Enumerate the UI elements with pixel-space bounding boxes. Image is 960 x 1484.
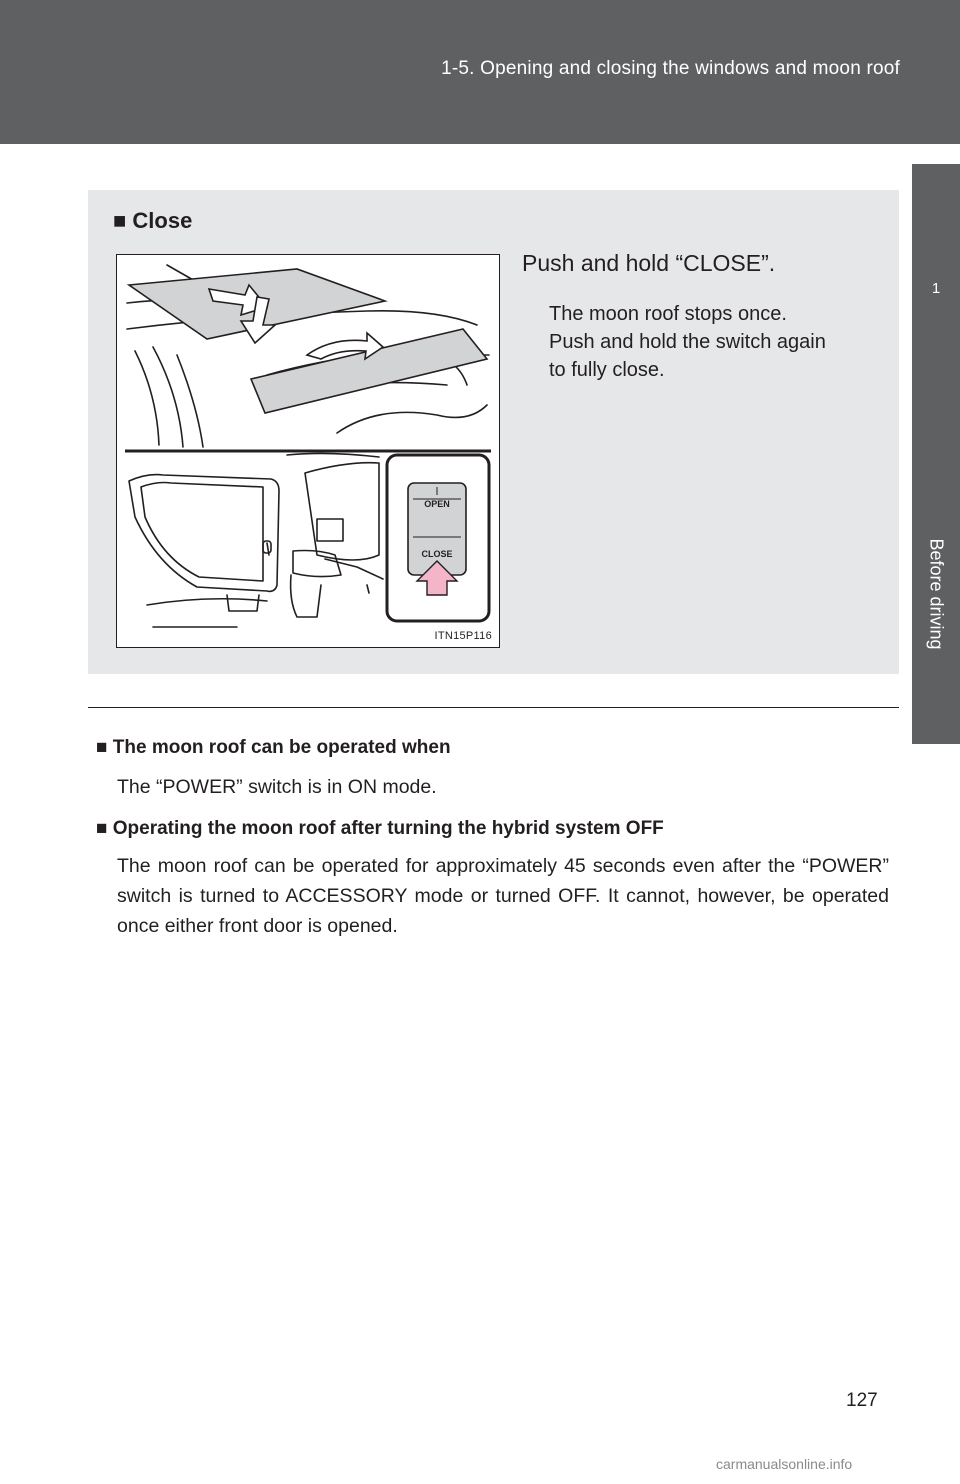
note-title: ■ Operating the moon roof after turning the hybrid system OFF (96, 818, 664, 839)
tilt-arrow-icon (307, 333, 383, 359)
section-title: 1-5. Opening and closing the windows and moon roof (441, 58, 900, 79)
chapter-label: Before driving (926, 538, 947, 650)
note-body: The “POWER” switch is in ON mode. (117, 776, 437, 798)
switch-close-label: CLOSE (421, 549, 453, 559)
section-divider (88, 707, 899, 708)
chapter-number: 1 (931, 280, 941, 297)
note-line: to fully close. (549, 359, 665, 381)
moon-roof-illustration (116, 254, 500, 648)
page-header (0, 0, 960, 144)
instruction-note (549, 300, 879, 384)
illustration-code: ITN15P116 (434, 630, 492, 642)
page-number: 127 (846, 1390, 878, 1411)
procedure-box (88, 190, 899, 674)
switch-open-label: OPEN (424, 499, 450, 509)
instruction-text: Push and hold “CLOSE”. (522, 250, 776, 276)
chapter-tab (912, 164, 960, 744)
moon-roof-drawing (117, 255, 499, 647)
note-body: The moon roof can be operated for approximately 45 seconds even after the “POWER” switch is turned to ACCESSORY mode or turned OFF. It cannot, however, be operated once either front door is opened. (117, 855, 889, 937)
note-line: Push and hold the switch again (549, 331, 826, 353)
procedure-title: ■ Close (113, 208, 193, 233)
watermark: carmanualsonline.info (716, 1456, 853, 1472)
note-title: ■ The moon roof can be operated when (96, 737, 451, 758)
note-line: The moon roof stops once. (549, 303, 787, 325)
